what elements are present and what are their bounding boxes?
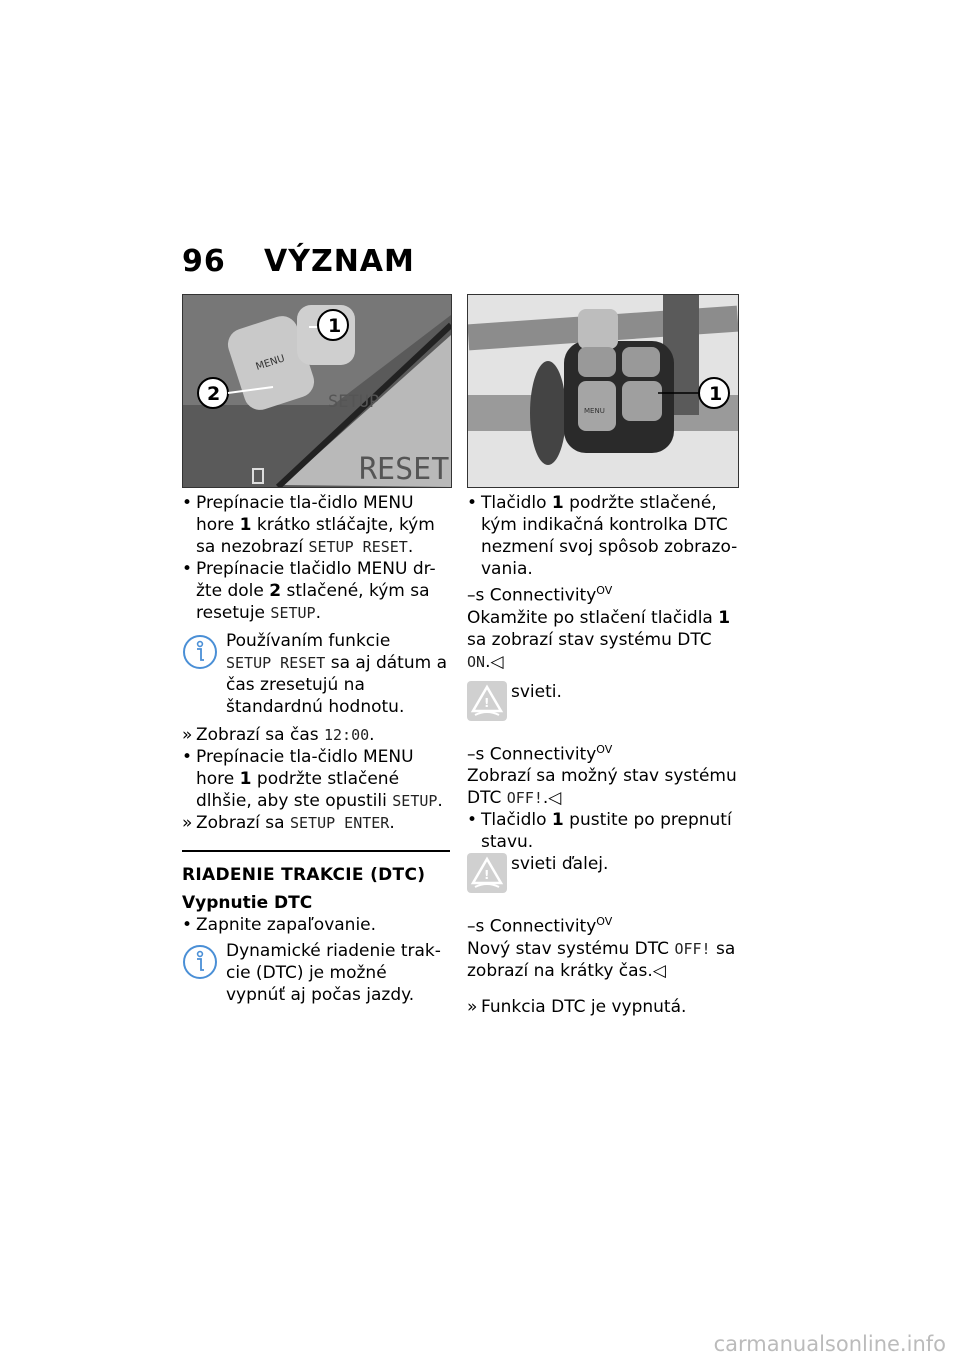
left-column — [182, 492, 450, 1006]
list-item: • Prepínacie tlačidlo MENU dr-žte dole 2 stlačené, kým sa resetuje SETUP. — [182, 558, 450, 624]
callout-1: 1 — [328, 315, 342, 337]
list-item: • Prepínacie tla-čidlo MENU hore 1 podržte stlačené dlhšie, aby ste opustili SETUP. — [182, 746, 450, 812]
figure-handlebar-switch — [467, 294, 739, 488]
subsection-title: Vypnutie DTC — [182, 893, 313, 913]
menu-button-label: MENU — [254, 353, 287, 373]
page-title: VÝZNAM — [264, 244, 415, 279]
info-note: Používaním funkcie SETUP RESET sa aj dátum a čas zresetujú na štandardnú hodnotu. — [182, 630, 450, 718]
figure-menu-button — [182, 294, 452, 488]
paragraph: Nový stav systému DTC OFF! sa zobrazí na krátky čas.◁ — [467, 938, 736, 981]
right-column — [467, 492, 739, 1018]
list-item: • Tlačidlo 1 pustite po prepnutí stavu. — [467, 809, 739, 853]
menu-button-label: MENU — [584, 407, 605, 415]
page-number: 96 — [182, 244, 226, 279]
list-item: • Prepínacie tla-čidlo MENU hore 1 krátko stláčajte, kým sa nezobrazí SETUP RESET. — [182, 492, 450, 558]
result-item: » Zobrazí sa čas 12:00. — [182, 724, 450, 746]
callout-1: 1 — [709, 383, 723, 405]
condition-line: –s Connectivity$^{OV}$ — [467, 584, 613, 606]
menu-button-illustration — [183, 295, 451, 487]
info-icon — [182, 634, 218, 676]
svg-text:!: ! — [484, 695, 490, 710]
dtc-warning-lamp-icon — [467, 853, 507, 899]
info-icon — [182, 944, 218, 986]
indicator-block: ! svieti. — [467, 681, 739, 725]
display-setup-label: SETUP — [328, 392, 380, 412]
result-item: » Zobrazí sa SETUP ENTER. — [182, 812, 450, 834]
watermark: carmanualsonline.info — [713, 1332, 946, 1356]
condition-line: –s Connectivity$^{OV}$ — [467, 742, 613, 765]
handlebar-switch-illustration — [468, 295, 738, 487]
condition-line: –s Connectivity$^{OV}$ — [467, 915, 613, 937]
paragraph: Zobrazí sa možný stav systému DTC OFF!.◁ — [467, 766, 737, 809]
svg-text:!: ! — [484, 868, 490, 883]
indicator-block: ! svieti ďalej. — [467, 853, 739, 897]
list-item: • Zapnite zapaľovanie. — [182, 914, 450, 936]
section-divider — [182, 850, 450, 852]
list-item: • Tlačidlo 1 podržte stlačené, kým indikačná kontrolka DTC nezmení svoj spôsob zobrazo-vania. — [467, 492, 739, 580]
dtc-warning-lamp-icon — [467, 681, 507, 727]
display-reset-label: RESET — [359, 452, 450, 487]
paragraph: Okamžite po stlačení tlačidla 1 sa zobrazí stav systému DTC ON.◁ — [467, 607, 731, 672]
page-header — [182, 244, 415, 279]
callout-2: 2 — [207, 383, 221, 405]
section-title: RIADENIE TRAKCIE (DTC) — [182, 865, 426, 885]
result-item: » Funkcia DTC je vypnutá. — [467, 996, 739, 1018]
info-note: Dynamické riadenie trak-cie (DTC) je možné vypnúť aj počas jazdy. — [182, 940, 450, 1006]
